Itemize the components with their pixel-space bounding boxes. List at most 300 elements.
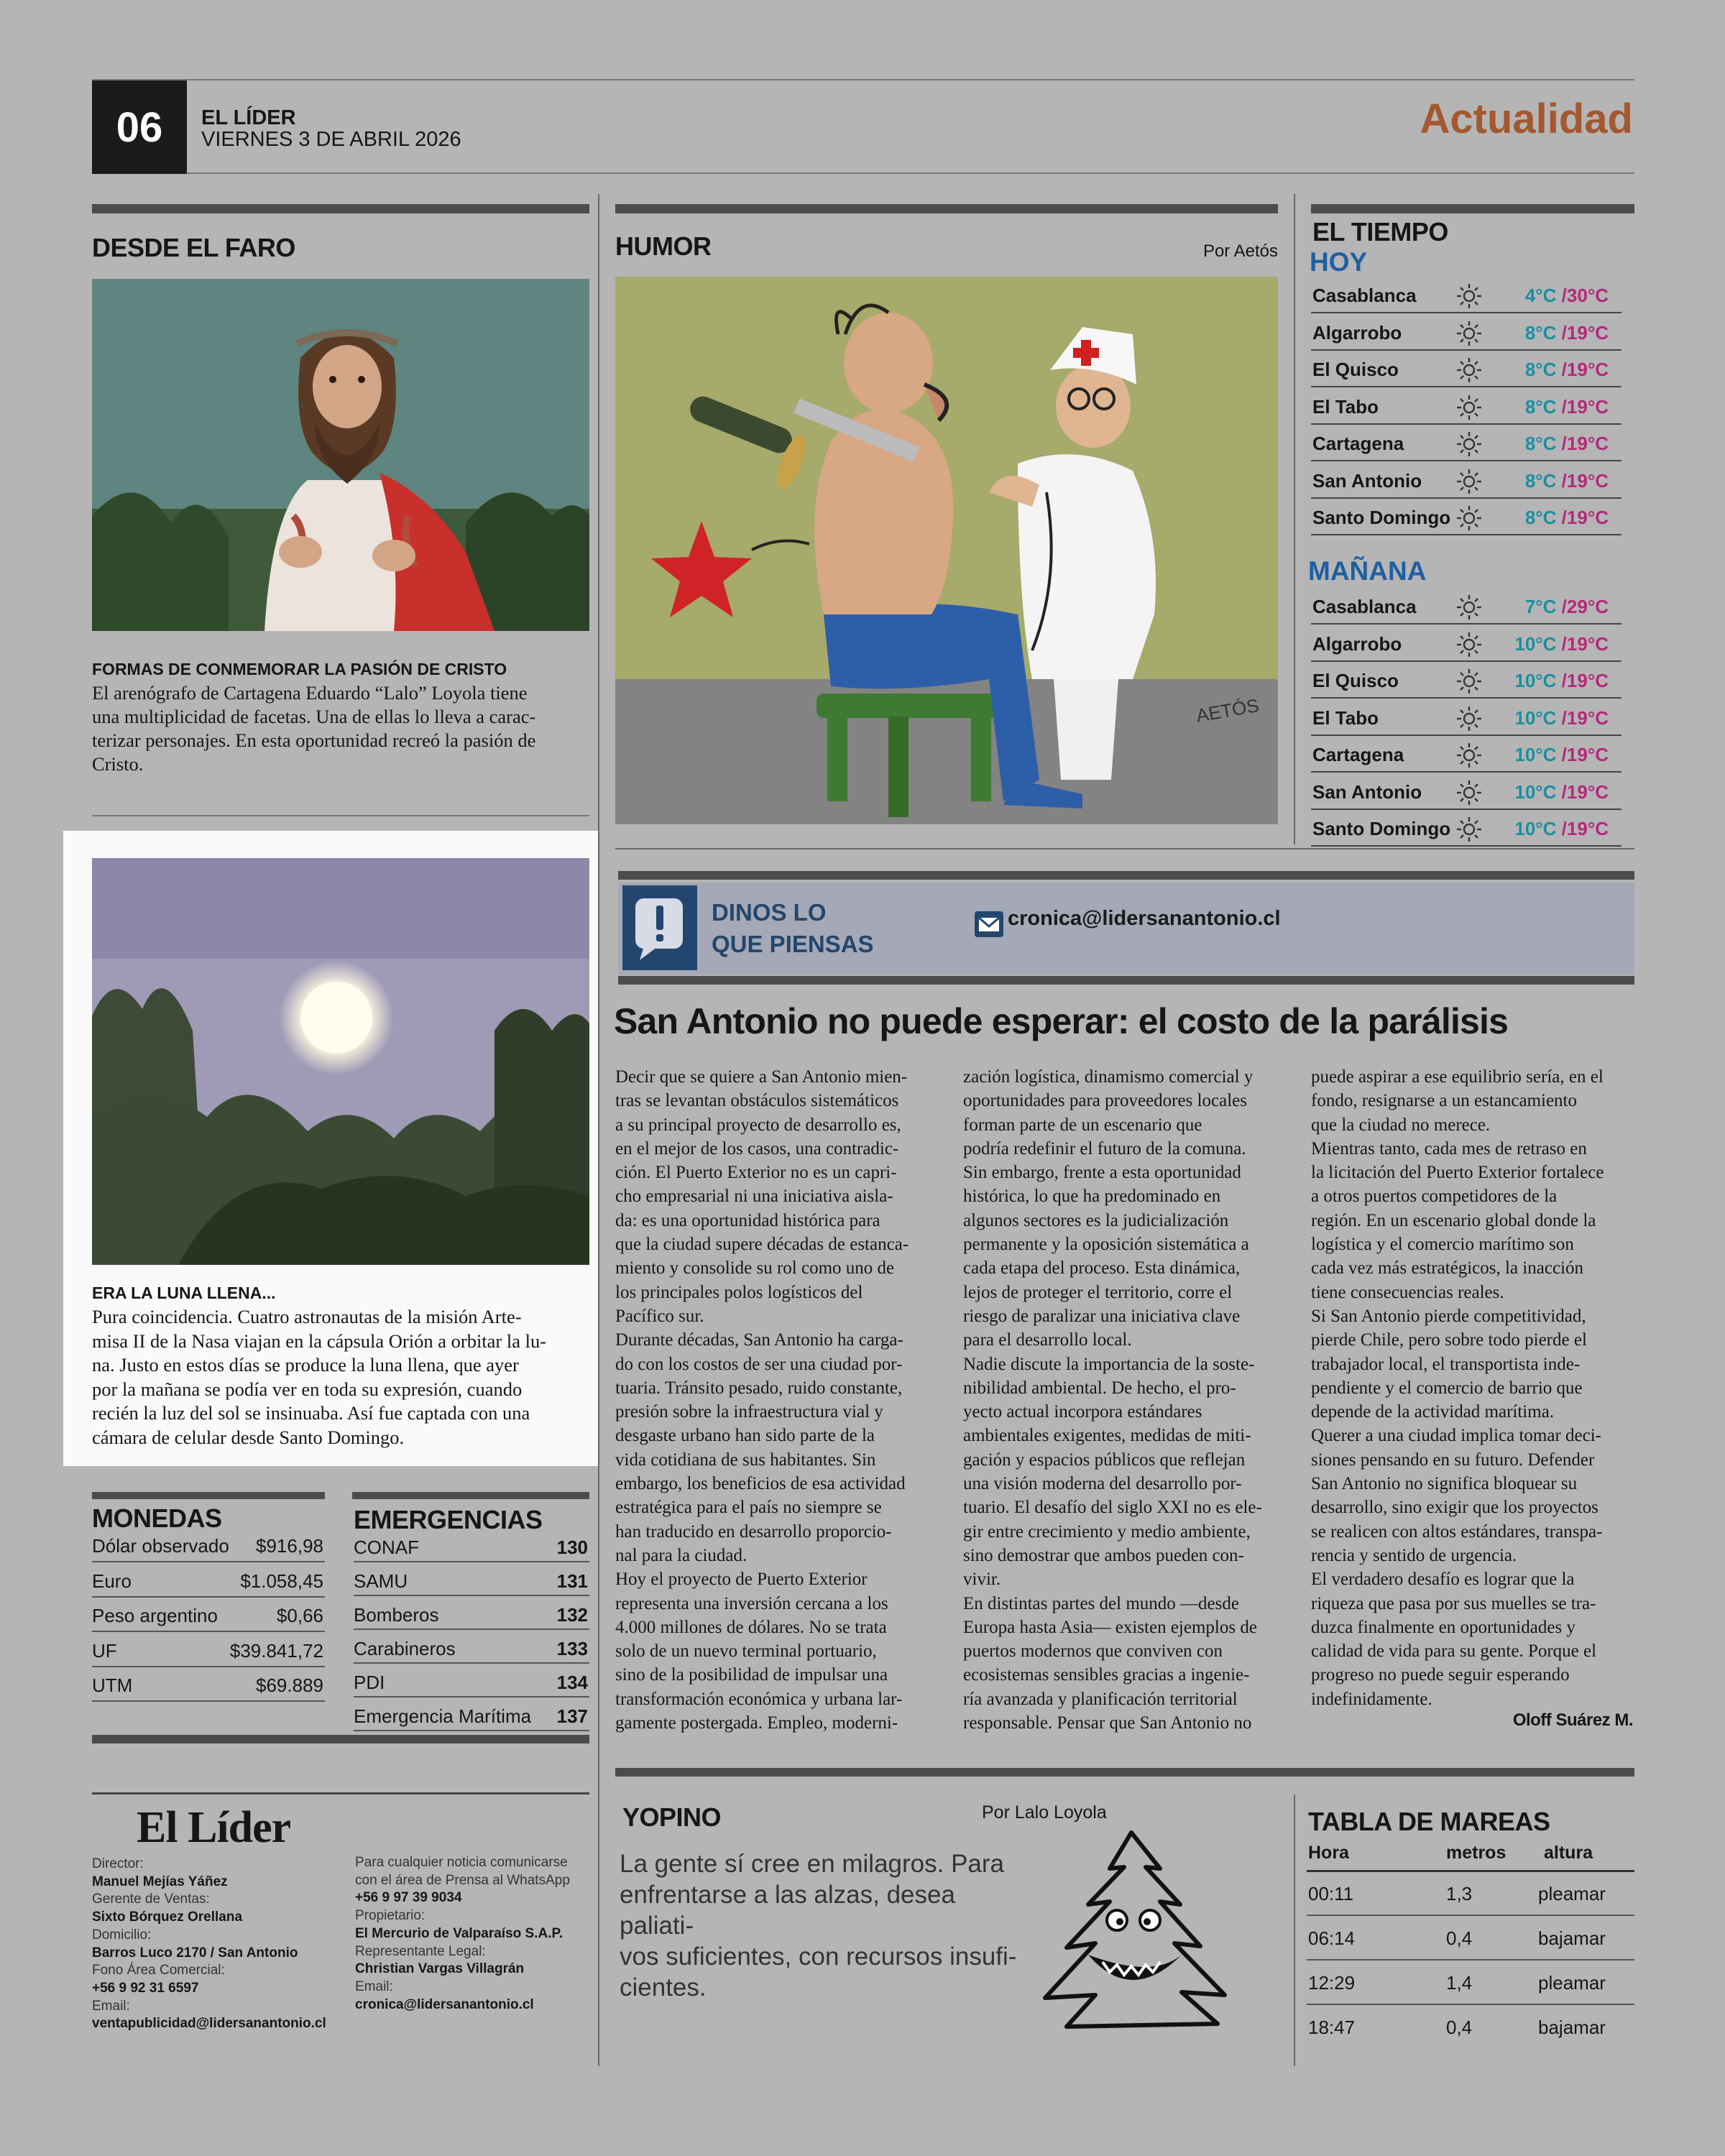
marea-altura: pleamar bbox=[1538, 1972, 1606, 1994]
article-line: zación logística, dinamismo comercial y bbox=[963, 1067, 1254, 1087]
yopino-heading: YOPINO bbox=[622, 1802, 722, 1832]
faro-caption-line: El arenógrafo de Cartagena Eduardo “Lalo” Loyola tiene bbox=[92, 682, 528, 704]
imprint-value: +56 9 97 39 9034 bbox=[355, 1890, 462, 1906]
article-line: puede aspirar a ese equilibrio sería, en el bbox=[1311, 1067, 1604, 1087]
weather-row-rule bbox=[1311, 808, 1622, 810]
imprint-value: cronica@lidersanantonio.cl bbox=[355, 1996, 534, 2012]
article-line: En distintas partes del mundo —desde bbox=[963, 1593, 1239, 1613]
row-rule bbox=[354, 1628, 589, 1630]
weather-row-rule bbox=[1311, 697, 1622, 699]
temp-separator: / bbox=[1556, 321, 1567, 344]
imprint-right bbox=[355, 1854, 592, 2014]
page-number: 06 bbox=[92, 80, 187, 174]
article-line: gamente postergada. Empleo, moderni- bbox=[615, 1713, 898, 1733]
article-line: oportunidades para proveedores locales bbox=[963, 1091, 1247, 1111]
weather-row bbox=[1311, 277, 1622, 313]
temp-min: 10°C bbox=[1514, 632, 1557, 655]
dinos-line: QUE PIENSAS bbox=[712, 931, 874, 957]
weather-city: El Tabo bbox=[1312, 706, 1379, 729]
moneda-label: UF bbox=[92, 1639, 117, 1662]
weather-row-rule bbox=[1311, 423, 1622, 425]
full-moon-illustration bbox=[92, 858, 589, 1265]
imprint-label: Domicilio: bbox=[92, 1927, 152, 1943]
marea-metros: 1,3 bbox=[1446, 1883, 1473, 1904]
row-rule bbox=[354, 1561, 589, 1562]
humor-byline: Por Aetós bbox=[1202, 241, 1278, 261]
sun-icon bbox=[1455, 815, 1484, 844]
weather-city: San Antonio bbox=[1312, 780, 1422, 803]
article-line: pendiente y el comercio de barrio que bbox=[1311, 1378, 1583, 1398]
yopino-line: La gente sí cree en milagros. Para bbox=[620, 1850, 1005, 1878]
row-rule bbox=[92, 1666, 325, 1667]
emergencia-number: 133 bbox=[556, 1638, 588, 1659]
moneda-label: UTM bbox=[92, 1674, 133, 1697]
article-line: tras se levantan obstáculos sistemáticos bbox=[615, 1091, 899, 1111]
emergencia-label: CONAF bbox=[354, 1537, 419, 1558]
article-line: han traducido en desarrollo proporcio- bbox=[615, 1521, 892, 1542]
temp-separator: / bbox=[1556, 744, 1567, 765]
sun-icon bbox=[1455, 319, 1484, 348]
article-line: Sin embargo, frente a esta oportunidad bbox=[963, 1163, 1241, 1183]
weather-row-rule bbox=[1311, 497, 1622, 499]
article-line: siones pensando en su futuro. Defender bbox=[1311, 1450, 1595, 1470]
row-rule bbox=[92, 1561, 325, 1562]
article-line: calidad de vida para su gente. Porque el bbox=[1311, 1641, 1597, 1662]
temp-min: 10°C bbox=[1514, 706, 1557, 729]
section-bar bbox=[352, 1492, 589, 1499]
faro-caption-line: una multiplicidad de facetas. Una de ellas lo lleva a carac- bbox=[92, 706, 536, 727]
temp-max: 30°C bbox=[1566, 285, 1609, 306]
weather-row-rule bbox=[1311, 534, 1622, 535]
marea-metros: 0,4 bbox=[1446, 1927, 1473, 1949]
row-rule bbox=[354, 1595, 589, 1596]
temp-max: 29°C bbox=[1566, 596, 1609, 617]
weather-city: El Quisco bbox=[1312, 670, 1399, 691]
article-line: para el desarrollo local. bbox=[963, 1330, 1132, 1350]
article-line: El verdadero desafío es lograr que la bbox=[1311, 1570, 1575, 1590]
temp-min: 8°C bbox=[1524, 395, 1557, 418]
temp-min: 8°C bbox=[1524, 507, 1557, 528]
article-author: Oloff Suárez M. bbox=[1512, 1710, 1633, 1730]
moneda-label: Peso argentino bbox=[92, 1605, 218, 1627]
faro-heading: DESDE EL FARO bbox=[92, 233, 295, 262]
article-line: a otros puertos competidores de la bbox=[1311, 1187, 1558, 1207]
weather-temps bbox=[1514, 818, 1609, 840]
marea-row bbox=[1307, 2005, 1634, 2050]
weather-row bbox=[1311, 351, 1622, 387]
emergencia-row bbox=[354, 1632, 589, 1667]
article-title: San Antonio no puede esperar: el costo de la parálisis bbox=[614, 1001, 1509, 1041]
article-line: rencia y sentido de urgencia. bbox=[1311, 1545, 1517, 1565]
weather-row bbox=[1311, 700, 1622, 736]
row-rule bbox=[92, 1596, 325, 1598]
emergencia-row bbox=[354, 1666, 589, 1700]
yopino-line: vos suficientes, con recursos insufi- bbox=[620, 1943, 1017, 1971]
article-line: se realicen con altos estándares, transpa- bbox=[1311, 1521, 1603, 1542]
luna-caption-line: misa II de la Nasa viajan en la cápsula Orión a orbitar la lu- bbox=[92, 1330, 547, 1352]
article-line: Pacífico sur. bbox=[615, 1306, 704, 1326]
marea-altura: pleamar bbox=[1538, 1883, 1606, 1904]
temp-separator: / bbox=[1556, 507, 1567, 528]
temp-max: 19°C bbox=[1566, 780, 1609, 803]
luna-caption-line: na. Justo en estos días se produce la luna llena, que ayer bbox=[92, 1354, 519, 1376]
faro-caption-line: terizar personajes. En esta oportunidad recreó la pasión de bbox=[92, 729, 536, 751]
moneda-label: Dólar observado bbox=[92, 1535, 229, 1557]
moneda-label: Euro bbox=[92, 1570, 132, 1592]
weather-tomorrow-label: MAÑANA bbox=[1308, 556, 1427, 586]
section-bar bbox=[92, 1735, 589, 1743]
temp-min: 10°C bbox=[1514, 744, 1557, 765]
weather-city: Cartagena bbox=[1312, 433, 1404, 454]
weather-row bbox=[1311, 626, 1622, 662]
sun-icon bbox=[1455, 430, 1484, 459]
temp-max: 19°C bbox=[1566, 632, 1609, 655]
divider bbox=[92, 815, 589, 816]
section-bar bbox=[92, 1492, 325, 1499]
article-line: embargo, los beneficios de esa actividad bbox=[615, 1474, 906, 1494]
imprint-intro: Para cualquier noticia comunicarse bbox=[355, 1855, 568, 1870]
article-line: tuario. El desafío del siglo XXI no es ele- bbox=[963, 1498, 1262, 1518]
article-line: forman parte de un escenario que bbox=[963, 1115, 1202, 1135]
emergencias-heading: EMERGENCIAS bbox=[354, 1505, 543, 1534]
article-line: desgaste urbano han sido parte de la bbox=[615, 1426, 875, 1446]
moneda-value: $1.058,45 bbox=[240, 1570, 323, 1592]
section-bar bbox=[92, 204, 589, 213]
weather-city: El Quisco bbox=[1312, 359, 1399, 380]
luna-caption-title: ERA LA LUNA LLENA... bbox=[92, 1284, 276, 1302]
temp-min: 10°C bbox=[1514, 670, 1557, 691]
imprint-value: ventapublicidad@lidersanantonio.cl bbox=[92, 2016, 326, 2032]
yopino-line: cientes. bbox=[620, 1973, 707, 2001]
marea-row bbox=[1307, 1871, 1634, 1916]
article-line: depende de la actividad marítima. bbox=[1311, 1402, 1555, 1422]
article-line: responsable. Pensar que San Antonio no bbox=[963, 1713, 1252, 1733]
article-line: histórica, lo que ha predominado en bbox=[963, 1187, 1221, 1207]
temp-min: 10°C bbox=[1514, 780, 1557, 803]
section-bar bbox=[618, 871, 1634, 880]
emergencia-label: Carabineros bbox=[354, 1638, 456, 1659]
article-line: transformación económica y urbana lar- bbox=[615, 1689, 903, 1709]
weather-row-rule bbox=[1311, 349, 1622, 351]
temp-max: 19°C bbox=[1566, 359, 1609, 380]
imprint-value: Sixto Bórquez Orellana bbox=[92, 1909, 243, 1925]
yopino-line: enfrentarse a las alzas, desea paliati- bbox=[620, 1881, 955, 1940]
section-name: Actualidad bbox=[1420, 96, 1633, 142]
article-line: da: es una oportunidad histórica para bbox=[615, 1210, 880, 1230]
article-line: 4.000 millones de dólares. No se trata bbox=[615, 1617, 887, 1637]
weather-row bbox=[1311, 463, 1622, 499]
temp-separator: / bbox=[1556, 285, 1567, 306]
article-line: cada etapa del proceso. Esta dinámica, bbox=[963, 1258, 1241, 1279]
weather-row-rule bbox=[1311, 734, 1622, 736]
article-line: vivir. bbox=[963, 1570, 1001, 1590]
article-line: algunos sectores es la judicialización bbox=[963, 1210, 1229, 1230]
emergencia-label: SAMU bbox=[354, 1570, 408, 1592]
emergencia-label: Bomberos bbox=[354, 1604, 439, 1626]
article-line: San Antonio no significa bloquear su bbox=[1311, 1474, 1578, 1494]
divider bbox=[92, 1792, 589, 1795]
weather-row bbox=[1311, 737, 1622, 773]
mareas-col-altura: altura bbox=[1544, 1843, 1593, 1863]
luna-caption-line: Pura coincidencia. Cuatro astronautas de la misión Arte- bbox=[92, 1306, 522, 1327]
weather-row-rule bbox=[1311, 771, 1622, 773]
weather-row bbox=[1311, 425, 1622, 461]
article-line: ecosistemas sensibles gracias a ingenie- bbox=[963, 1665, 1250, 1685]
paper-date: VIERNES 3 DE ABRIL 2026 bbox=[201, 128, 461, 151]
imprint-intro: con el área de Prensa al WhatsApp bbox=[355, 1872, 570, 1888]
divider bbox=[615, 848, 1634, 849]
article-line: gación y espacios públicos que reflejan bbox=[963, 1450, 1246, 1470]
marea-metros: 0,4 bbox=[1446, 2017, 1473, 2038]
weather-temps bbox=[1525, 322, 1609, 344]
row-rule bbox=[92, 1631, 325, 1632]
monedas-row bbox=[92, 1669, 325, 1703]
sun-icon bbox=[1455, 593, 1484, 622]
temp-separator: / bbox=[1556, 359, 1567, 380]
moneda-value: $39.841,72 bbox=[229, 1639, 323, 1662]
article-line: Durante décadas, San Antonio ha carga- bbox=[615, 1330, 903, 1350]
weather-temps bbox=[1514, 670, 1609, 692]
article-line: que la ciudad supere décadas de estanca- bbox=[615, 1235, 909, 1255]
article-line: a su principal proyecto de desarrollo es, bbox=[615, 1115, 901, 1135]
article-line: ría avanzada y planificación territorial bbox=[963, 1689, 1238, 1709]
luna-caption-line: por la mañana se podía ver en toda su expresión, cuando bbox=[92, 1378, 523, 1400]
mareas-col-hora: Hora bbox=[1308, 1843, 1349, 1863]
marea-hora: 00:11 bbox=[1308, 1883, 1354, 1904]
section-bar bbox=[1311, 204, 1634, 213]
row-rule bbox=[354, 1662, 589, 1664]
temp-min: 8°C bbox=[1524, 469, 1557, 492]
header-rule bbox=[187, 172, 1634, 174]
article-line: ción. El Puerto Exterior no es un capri- bbox=[615, 1163, 897, 1183]
article-line: nal para la ciudad. bbox=[615, 1545, 748, 1565]
weather-temps bbox=[1525, 433, 1609, 455]
monedas-heading: MONEDAS bbox=[92, 1503, 222, 1533]
article-column-3 bbox=[1311, 1065, 1639, 1711]
moneda-value: $0,66 bbox=[276, 1605, 323, 1627]
temp-min: 8°C bbox=[1524, 321, 1557, 344]
imprint-label: Email: bbox=[355, 1978, 393, 1994]
imprint-label: Fono Área Comercial: bbox=[92, 1963, 225, 1978]
weather-row-rule bbox=[1311, 312, 1622, 313]
weather-city: Santo Domingo bbox=[1312, 818, 1451, 839]
article-line: puertos modernos que conviven con bbox=[963, 1641, 1223, 1662]
emergencia-row bbox=[354, 1700, 589, 1734]
weather-city: Cartagena bbox=[1312, 744, 1404, 765]
article-line: permanente y la oposición sistemática a bbox=[963, 1235, 1249, 1255]
article-line: Querer a una ciudad implica tomar deci- bbox=[1311, 1426, 1601, 1446]
temp-min: 4°C bbox=[1524, 285, 1557, 306]
weather-temps bbox=[1514, 633, 1609, 655]
article-line: tiene consecuencias reales. bbox=[1311, 1282, 1504, 1302]
article-line: los principales polos logísticos del bbox=[615, 1282, 863, 1302]
temp-separator: / bbox=[1556, 433, 1567, 454]
faro-caption bbox=[92, 681, 595, 776]
article-line: presión sobre la infraestructura vial y bbox=[615, 1402, 883, 1422]
dinos-line: DINOS LO bbox=[712, 899, 827, 926]
temp-separator: / bbox=[1556, 706, 1567, 729]
imprint-label: Director: bbox=[92, 1856, 144, 1871]
temp-max: 19°C bbox=[1566, 395, 1609, 418]
weather-row-rule bbox=[1311, 623, 1622, 625]
sun-icon bbox=[1455, 667, 1484, 696]
temp-min: 7°C bbox=[1524, 596, 1557, 617]
article-line: desarrollo, sino exigir que los proyectos bbox=[1311, 1498, 1598, 1518]
article-line: Nadie discute la importancia de la soste- bbox=[963, 1354, 1255, 1374]
marea-metros: 1,4 bbox=[1446, 1972, 1473, 1994]
article-line: solo de un nuevo terminal portuario, bbox=[615, 1641, 877, 1662]
temp-separator: / bbox=[1556, 670, 1567, 691]
monedas-row bbox=[92, 1634, 325, 1669]
faro-caption-title: FORMAS DE CONMEMORAR LA PASIÓN DE CRISTO bbox=[92, 660, 507, 678]
column-separator bbox=[1294, 194, 1295, 844]
row-rule bbox=[354, 1696, 589, 1697]
weather-city: Algarrobo bbox=[1312, 632, 1402, 655]
temp-max: 19°C bbox=[1566, 818, 1609, 839]
weather-row bbox=[1311, 499, 1622, 535]
marea-hora: 18:47 bbox=[1308, 2017, 1356, 2038]
temp-max: 19°C bbox=[1566, 744, 1609, 765]
sun-icon bbox=[1455, 356, 1484, 384]
emergencia-row bbox=[354, 1531, 589, 1565]
paper-logo: El Líder bbox=[137, 1803, 291, 1852]
imprint-label: Propietario: bbox=[355, 1908, 426, 1924]
article-line: pierde Chile, pero sobre todo pierde el bbox=[1311, 1330, 1587, 1350]
article-line: Europa hasta Asia— existen ejemplos de bbox=[963, 1617, 1257, 1637]
mareas-col-metros: metros bbox=[1446, 1843, 1506, 1863]
dinos-text bbox=[712, 897, 874, 960]
weather-temps bbox=[1525, 359, 1609, 381]
christ-actor-illustration bbox=[92, 279, 589, 631]
marea-altura: bajamar bbox=[1538, 1927, 1606, 1949]
emergencia-number: 130 bbox=[556, 1537, 588, 1558]
temp-separator: / bbox=[1556, 632, 1567, 655]
imprint-value: Christian Vargas Villagrán bbox=[355, 1961, 525, 1977]
emergencia-number: 132 bbox=[556, 1604, 588, 1626]
weather-row bbox=[1311, 389, 1622, 425]
imprint-value: Barros Luco 2170 / San Antonio bbox=[92, 1945, 298, 1961]
article-line: trabajador local, el transportista inde- bbox=[1311, 1354, 1581, 1374]
dinos-email[interactable]: cronica@lidersanantonio.cl bbox=[1008, 907, 1281, 930]
temp-max: 19°C bbox=[1566, 321, 1609, 344]
imprint-value: +56 9 92 31 6597 bbox=[92, 1980, 199, 1996]
weather-temps bbox=[1525, 285, 1609, 307]
weather-row-rule bbox=[1311, 845, 1622, 847]
exclamation-icon bbox=[622, 885, 697, 970]
faro-photo bbox=[92, 279, 589, 631]
article-line: do con los costos de ser una ciudad por- bbox=[615, 1354, 903, 1374]
faro-caption-line: Cristo. bbox=[92, 753, 144, 775]
paper-name: EL LÍDER bbox=[201, 106, 296, 129]
yopino-text bbox=[620, 1848, 1022, 2003]
row-rule bbox=[354, 1730, 589, 1731]
section-bar bbox=[615, 204, 1278, 213]
moneda-value: $69.889 bbox=[256, 1674, 323, 1697]
temp-separator: / bbox=[1556, 469, 1567, 492]
column-separator bbox=[1294, 1795, 1295, 2066]
temp-max: 19°C bbox=[1566, 507, 1609, 528]
weather-city: El Tabo bbox=[1312, 395, 1379, 418]
luna-caption-line: recién la luz del sol se insinuaba. Así fue captada con una bbox=[92, 1402, 530, 1424]
article-line: sino demostrar que ambos pueden con- bbox=[963, 1545, 1244, 1565]
article-line: yecto actual incorpora estándares bbox=[963, 1402, 1202, 1422]
marea-row bbox=[1307, 1961, 1634, 2005]
sun-icon bbox=[1455, 778, 1484, 807]
top-rule bbox=[92, 79, 1634, 80]
weather-row-rule bbox=[1311, 460, 1622, 461]
weather-temps bbox=[1525, 507, 1609, 529]
marea-row bbox=[1307, 1916, 1634, 1961]
article-line: la licitación del Puerto Exterior fortalece bbox=[1311, 1163, 1604, 1183]
sun-icon bbox=[1455, 282, 1484, 310]
weather-row bbox=[1311, 315, 1622, 351]
article-line: Mientras tanto, cada mes de retraso en bbox=[1311, 1138, 1587, 1158]
weather-city: Santo Domingo bbox=[1312, 507, 1451, 528]
temp-separator: / bbox=[1556, 596, 1567, 617]
article-line: indefinidamente. bbox=[1311, 1689, 1432, 1709]
luna-caption bbox=[92, 1305, 595, 1450]
weather-city: San Antonio bbox=[1312, 469, 1422, 492]
sun-icon bbox=[1455, 393, 1484, 422]
emergencia-label: Emergencia Marítima bbox=[354, 1705, 532, 1727]
article-line: Hoy el proyecto de Puerto Exterior bbox=[615, 1570, 868, 1590]
imprint-value: Manuel Mejías Yáñez bbox=[92, 1874, 228, 1889]
article-line: representa una inversión cercana a los bbox=[615, 1593, 888, 1613]
article-line: duzca finalmente en oportunidades y bbox=[1311, 1617, 1576, 1637]
sun-icon bbox=[1455, 741, 1484, 770]
temp-min: 8°C bbox=[1524, 433, 1557, 454]
article-line: tuaria. Tránsito pesado, ruido constante, bbox=[615, 1378, 903, 1398]
article-line: una visión moderna del desarrollo por- bbox=[963, 1474, 1242, 1494]
imprint-left bbox=[92, 1856, 329, 2033]
article-line: estratégica para el país no siempre se bbox=[615, 1498, 882, 1518]
article-column-1 bbox=[615, 1065, 943, 1735]
article-line: en el mejor de los casos, una contradic- bbox=[615, 1138, 899, 1158]
article-line: gir entre crecimiento y medio ambiente, bbox=[963, 1521, 1251, 1542]
cartoon-signature: AETÓS bbox=[1194, 694, 1261, 727]
row-rule bbox=[92, 1700, 325, 1702]
weather-temps bbox=[1525, 470, 1609, 492]
doctor-cartoon-illustration bbox=[615, 277, 1278, 824]
article-line: cho empresarial ni una iniciativa aisla- bbox=[615, 1187, 893, 1207]
article-line: lejos de proteger el territorio, corre el bbox=[963, 1282, 1233, 1302]
temp-separator: / bbox=[1556, 780, 1567, 803]
monedas-row bbox=[92, 1599, 325, 1634]
marea-hora: 12:29 bbox=[1308, 1972, 1356, 1994]
emergencia-number: 131 bbox=[556, 1570, 588, 1592]
emergencia-label: PDI bbox=[354, 1672, 385, 1693]
article-line: riesgo de paralizar una iniciativa clave bbox=[963, 1306, 1241, 1326]
emergencia-row bbox=[354, 1565, 589, 1599]
imprint-label: Representante Legal: bbox=[355, 1943, 486, 1959]
imprint-label: Gerente de Ventas: bbox=[92, 1892, 210, 1907]
weather-today-label: HOY bbox=[1310, 247, 1368, 277]
sun-icon bbox=[1455, 467, 1484, 496]
weather-temps bbox=[1525, 596, 1609, 618]
weather-temps bbox=[1514, 744, 1609, 766]
humor-cartoon bbox=[615, 277, 1278, 824]
humor-heading: HUMOR bbox=[615, 231, 712, 261]
sun-icon bbox=[1455, 704, 1484, 733]
temp-max: 19°C bbox=[1566, 670, 1609, 691]
weather-city: Algarrobo bbox=[1312, 321, 1402, 344]
marea-hora: 06:14 bbox=[1308, 1927, 1356, 1949]
article-line: vida cotidiana de sus habitantes. Sin bbox=[615, 1450, 876, 1470]
article-line: fondo, resignarse a un estancamiento bbox=[1311, 1091, 1578, 1111]
moneda-value: $916,98 bbox=[256, 1535, 323, 1557]
weather-city: Casablanca bbox=[1312, 285, 1417, 306]
pine-tree-character-illustration bbox=[1009, 1825, 1254, 2034]
